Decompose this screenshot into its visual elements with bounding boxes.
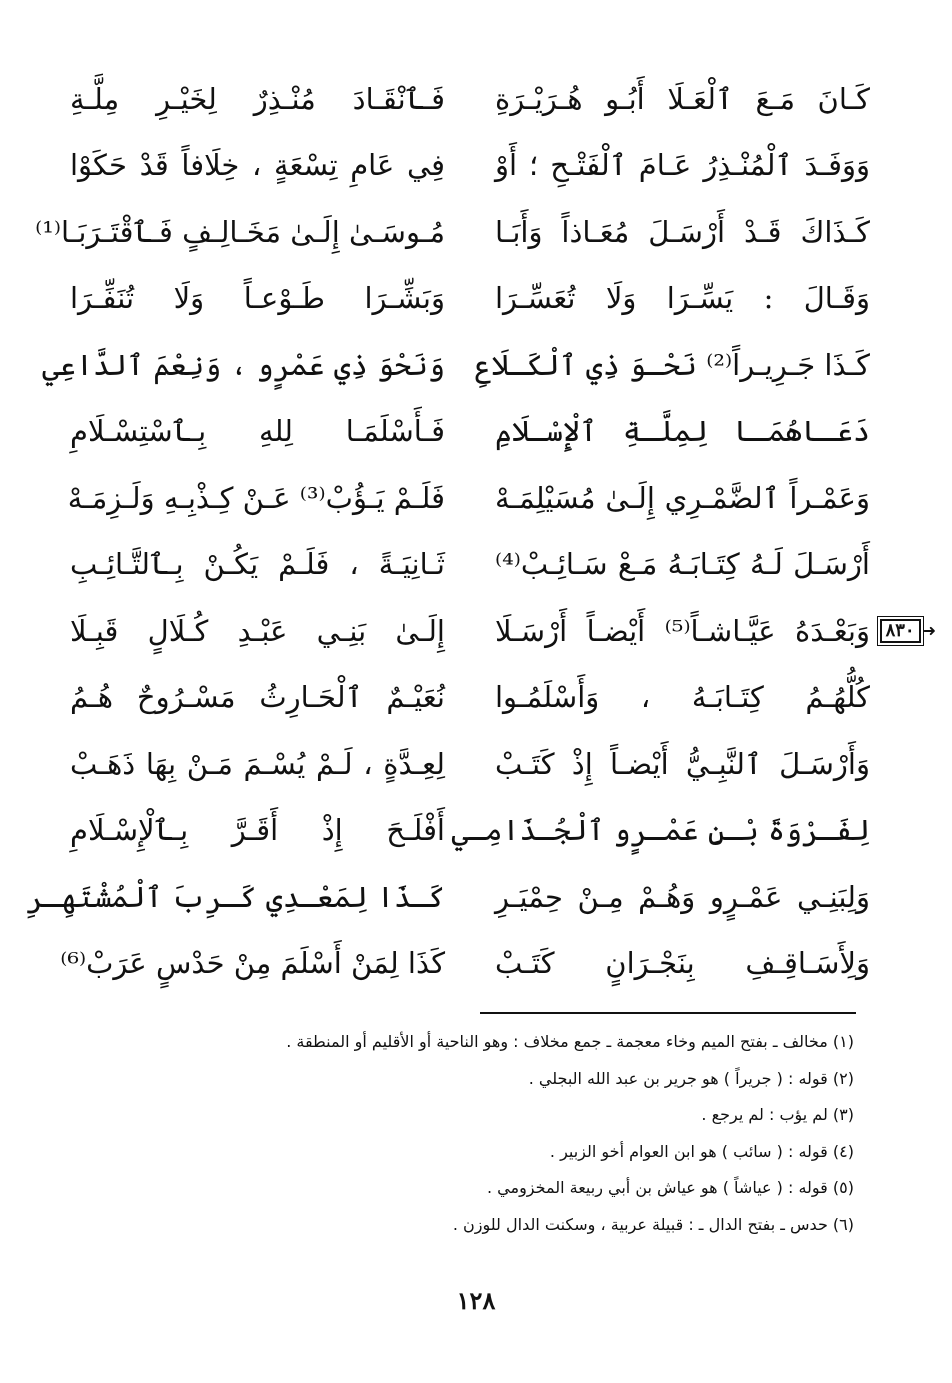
verse-row: [60, 931, 870, 998]
verse-first-hemistich: كَـانَ مَـعَ ٱلْعَـلَا أَبُـو هُـرَيْـرَةِ: [495, 81, 870, 116]
footnote: (٢) قوله : ( جريراً ) هو جرير بن عبد الله البجلي .: [528, 1068, 854, 1088]
page-number: ١٢٨: [456, 1286, 496, 1315]
verse-first-hemistich: كُلُّهُـمُ كِتَـابَـهُ ، وَأَسْلَمُـوا: [495, 680, 870, 715]
verse-row: [70, 665, 870, 732]
footnote: (٣) لم يؤب : لم يرجع .: [701, 1105, 854, 1124]
verse-number-marker: [880, 619, 936, 643]
footnote: (٥) قوله : ( عياشاً ) هو عياش بن أبي ربيعة المخزومي .: [487, 1178, 854, 1197]
verse-row: [67, 465, 870, 532]
verse-second-hemistich: فَـأَسْلَمَـا لِلهِ بِـٱسْتِسْـلَامِ: [70, 414, 445, 449]
footnote: (٤) قوله : ( سائب ) هو ابن العوام أخو الزبير .: [549, 1141, 854, 1161]
verse-first-hemistich: كَـذَاكَ قَـدْ أَرْسَـلَ مُعَـاذاً وَأَبَـا: [495, 214, 870, 249]
verse-row: [70, 532, 870, 599]
verse-first-hemistich: وَبَعْـدَهُ عَيَّـاشـاً⁽⁵⁾ أَيْضـاً أَرْسَـلَا: [495, 613, 871, 648]
verse-row: [70, 266, 870, 333]
verse-number-box: ٨٣٠: [880, 619, 921, 643]
verse-second-hemistich: فِي عَامِ تِسْعَةٍ ، خِلَافاً قَدْ حَكَوْا: [70, 148, 445, 183]
verse-row: [26, 864, 870, 931]
verse-second-hemistich: إِلَـىٰ بَنِـي عَبْـدِ كُـلَالٍ قَبِـلَا: [70, 613, 445, 648]
verse-second-hemistich: كَـذَا لِمَعْـدِي كَـرِبَ ٱلْمُشْتَهِـرِ: [26, 879, 445, 914]
verse-second-hemistich: نُعَيْـمٌ ٱلْحَـارِثُ مَسْـرُوحٌ هُـمُ: [70, 680, 445, 715]
verse-first-hemistich: وَلِبَنِـي عَمْـرٍو وَهُـمْ مِـنْ حِمْيَـرِ: [495, 879, 870, 914]
verse-first-hemistich: وَلِأَسَـاقِـفِ بِنَجْـرَانٍ كَتَـبْ: [495, 946, 870, 981]
poem-verses: [26, 66, 936, 997]
verse-first-hemistich: لِفَـرْوَةَ بْـنِ عَمْـرٍو ٱلْجُـذَامِـي: [451, 813, 870, 848]
footnote-divider: [480, 1012, 856, 1014]
verse-second-hemistich: فَلَـمْ يَـؤُبْ⁽³⁾ عَـنْ كِـذْبِـهِ وَلَـزِمَـهْ: [67, 480, 445, 515]
verse-first-hemistich: وَقَـالَ : يَسِّـرَا وَلَا تُعَسِّـرَا: [495, 281, 870, 316]
verse-first-hemistich: وَعَمْـراً ٱلضَّمْـرِي إِلَـىٰ مُسَيْلِمَـهْ: [495, 480, 870, 515]
verse-first-hemistich: أَرْسَـلَ لَـهُ كِتَـابَـهُ مَـعْ سَـائِـبْ⁽⁴⁾: [495, 547, 870, 582]
verse-row: [70, 66, 870, 133]
verse-row: [70, 598, 936, 665]
verse-first-hemistich: وَأَرْسَـلَ ٱلنَّبِـيُّ أَيْضـاً إِذْ كَتَـبْ: [495, 746, 870, 781]
verse-second-hemistich: كَذَا لِمَنْ أَسْلَمَ مِنْ حَدْسٍ عَرَبْ⁽⁶⁾: [60, 946, 445, 981]
verse-second-hemistich: وَبَشِّـرَا طَـوْعـاً وَلَا تُنَفِّـرَا: [70, 281, 445, 316]
verse-first-hemistich: كَـذَا جَـرِيـراً⁽²⁾ نَحْـوَ ذِي ٱلْكَـلَاعِ: [474, 347, 870, 382]
verse-second-hemistich: ثَـانِيَـةً ، فَلَـمْ يَكُـنْ بِـٱلتَّـائِـبِ: [70, 547, 445, 582]
verse-row: [35, 199, 870, 266]
verse-second-hemistich: أَفْلَـحَ إِذْ أَقَـرَّ بِـٱلْإِسْـلَامِ: [70, 813, 445, 848]
arrow-right-icon: ➜: [922, 621, 936, 641]
verse-row: [42, 332, 870, 399]
footnote: (٦) حدس ـ بفتح الدال ـ : قبيلة عربية ، وسكنت الدال للوزن .: [452, 1214, 854, 1234]
verse-second-hemistich: مُـوسَـىٰ إِلَـىٰ مَخَـالِـفٍ فَـٱقْتَـرَبَـا⁽¹⁾: [35, 214, 445, 249]
verse-row: [70, 798, 870, 865]
verse-first-hemistich: وَوَفَـدَ ٱلْمُنْـذِرُ عَـامَ ٱلْفَتْـحِ ؛ أَوْ: [495, 148, 870, 183]
verse-first-hemistich: دَعَـاهُمَـا لِمِلَّـةِ ٱلْإِسْـلَامِ: [495, 414, 870, 449]
footnote: (١) مخالف ـ بفتح الميم وخاء معجمة ـ جمع مخلاف : وهو الناحية أو الأقليم أو المنطقة .: [286, 1032, 854, 1051]
verse-row: [70, 133, 870, 200]
verse-row: [70, 731, 870, 798]
verse-row: [70, 399, 870, 466]
footnotes: [80, 1024, 854, 1243]
verse-second-hemistich: لِعِـدَّةٍ ، لَـمْ يُسْـمَ مَـنْ بِهَا ذَهَـبْ: [70, 746, 445, 781]
verse-second-hemistich: فَـٱنْقَـادَ مُنْـذِرٌ لِخَيْـرِ مِلَّـةِ: [70, 81, 445, 116]
verse-second-hemistich: وَنَحْوَ ذِي عَمْرٍو ، وَنِعْمَ ٱلدَّاعِي: [42, 347, 445, 382]
